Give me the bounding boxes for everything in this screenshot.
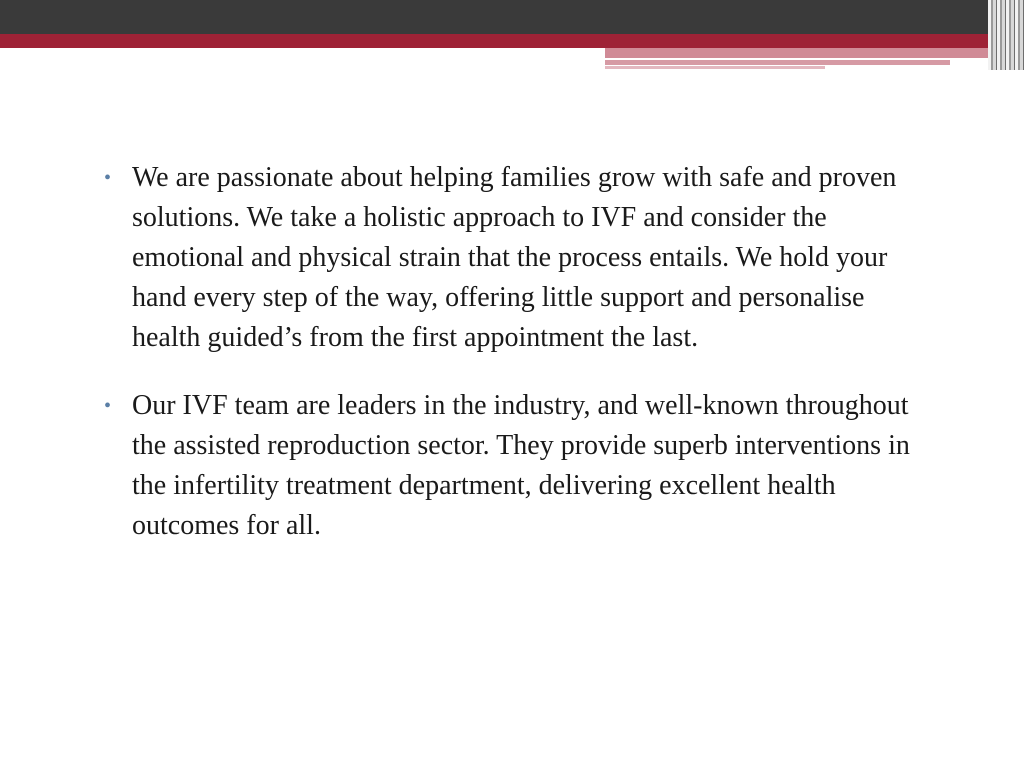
bullet-icon: • xyxy=(104,395,112,417)
header-dark-band xyxy=(0,0,1024,34)
bullet-item xyxy=(102,158,922,358)
header-pink-band-thinnest xyxy=(605,66,825,69)
header-pink-band-thin xyxy=(605,60,950,65)
slide-body xyxy=(102,158,922,574)
bullet-item xyxy=(102,386,922,546)
header-red-band xyxy=(0,34,1024,48)
bullet-text: We are passionate about helping families grow with safe and proven solutions. We take a holistic approach to IVF and consider the emotional and physical strain that the process entails. We hold your hand every step of the way, offering little support and personalise health guided’s from the first appointment the last. xyxy=(132,162,897,353)
bullet-text: Our IVF team are leaders in the industry, and well-known throughout the assisted reproduction sector. They provide superb interventions in the infertility treatment department, delivering excellent health outcomes for all. xyxy=(132,390,910,541)
header-corner-stripes xyxy=(988,0,1024,70)
header-pink-band xyxy=(605,48,1005,58)
bullet-icon: • xyxy=(104,167,112,189)
bullet-list xyxy=(102,158,922,546)
